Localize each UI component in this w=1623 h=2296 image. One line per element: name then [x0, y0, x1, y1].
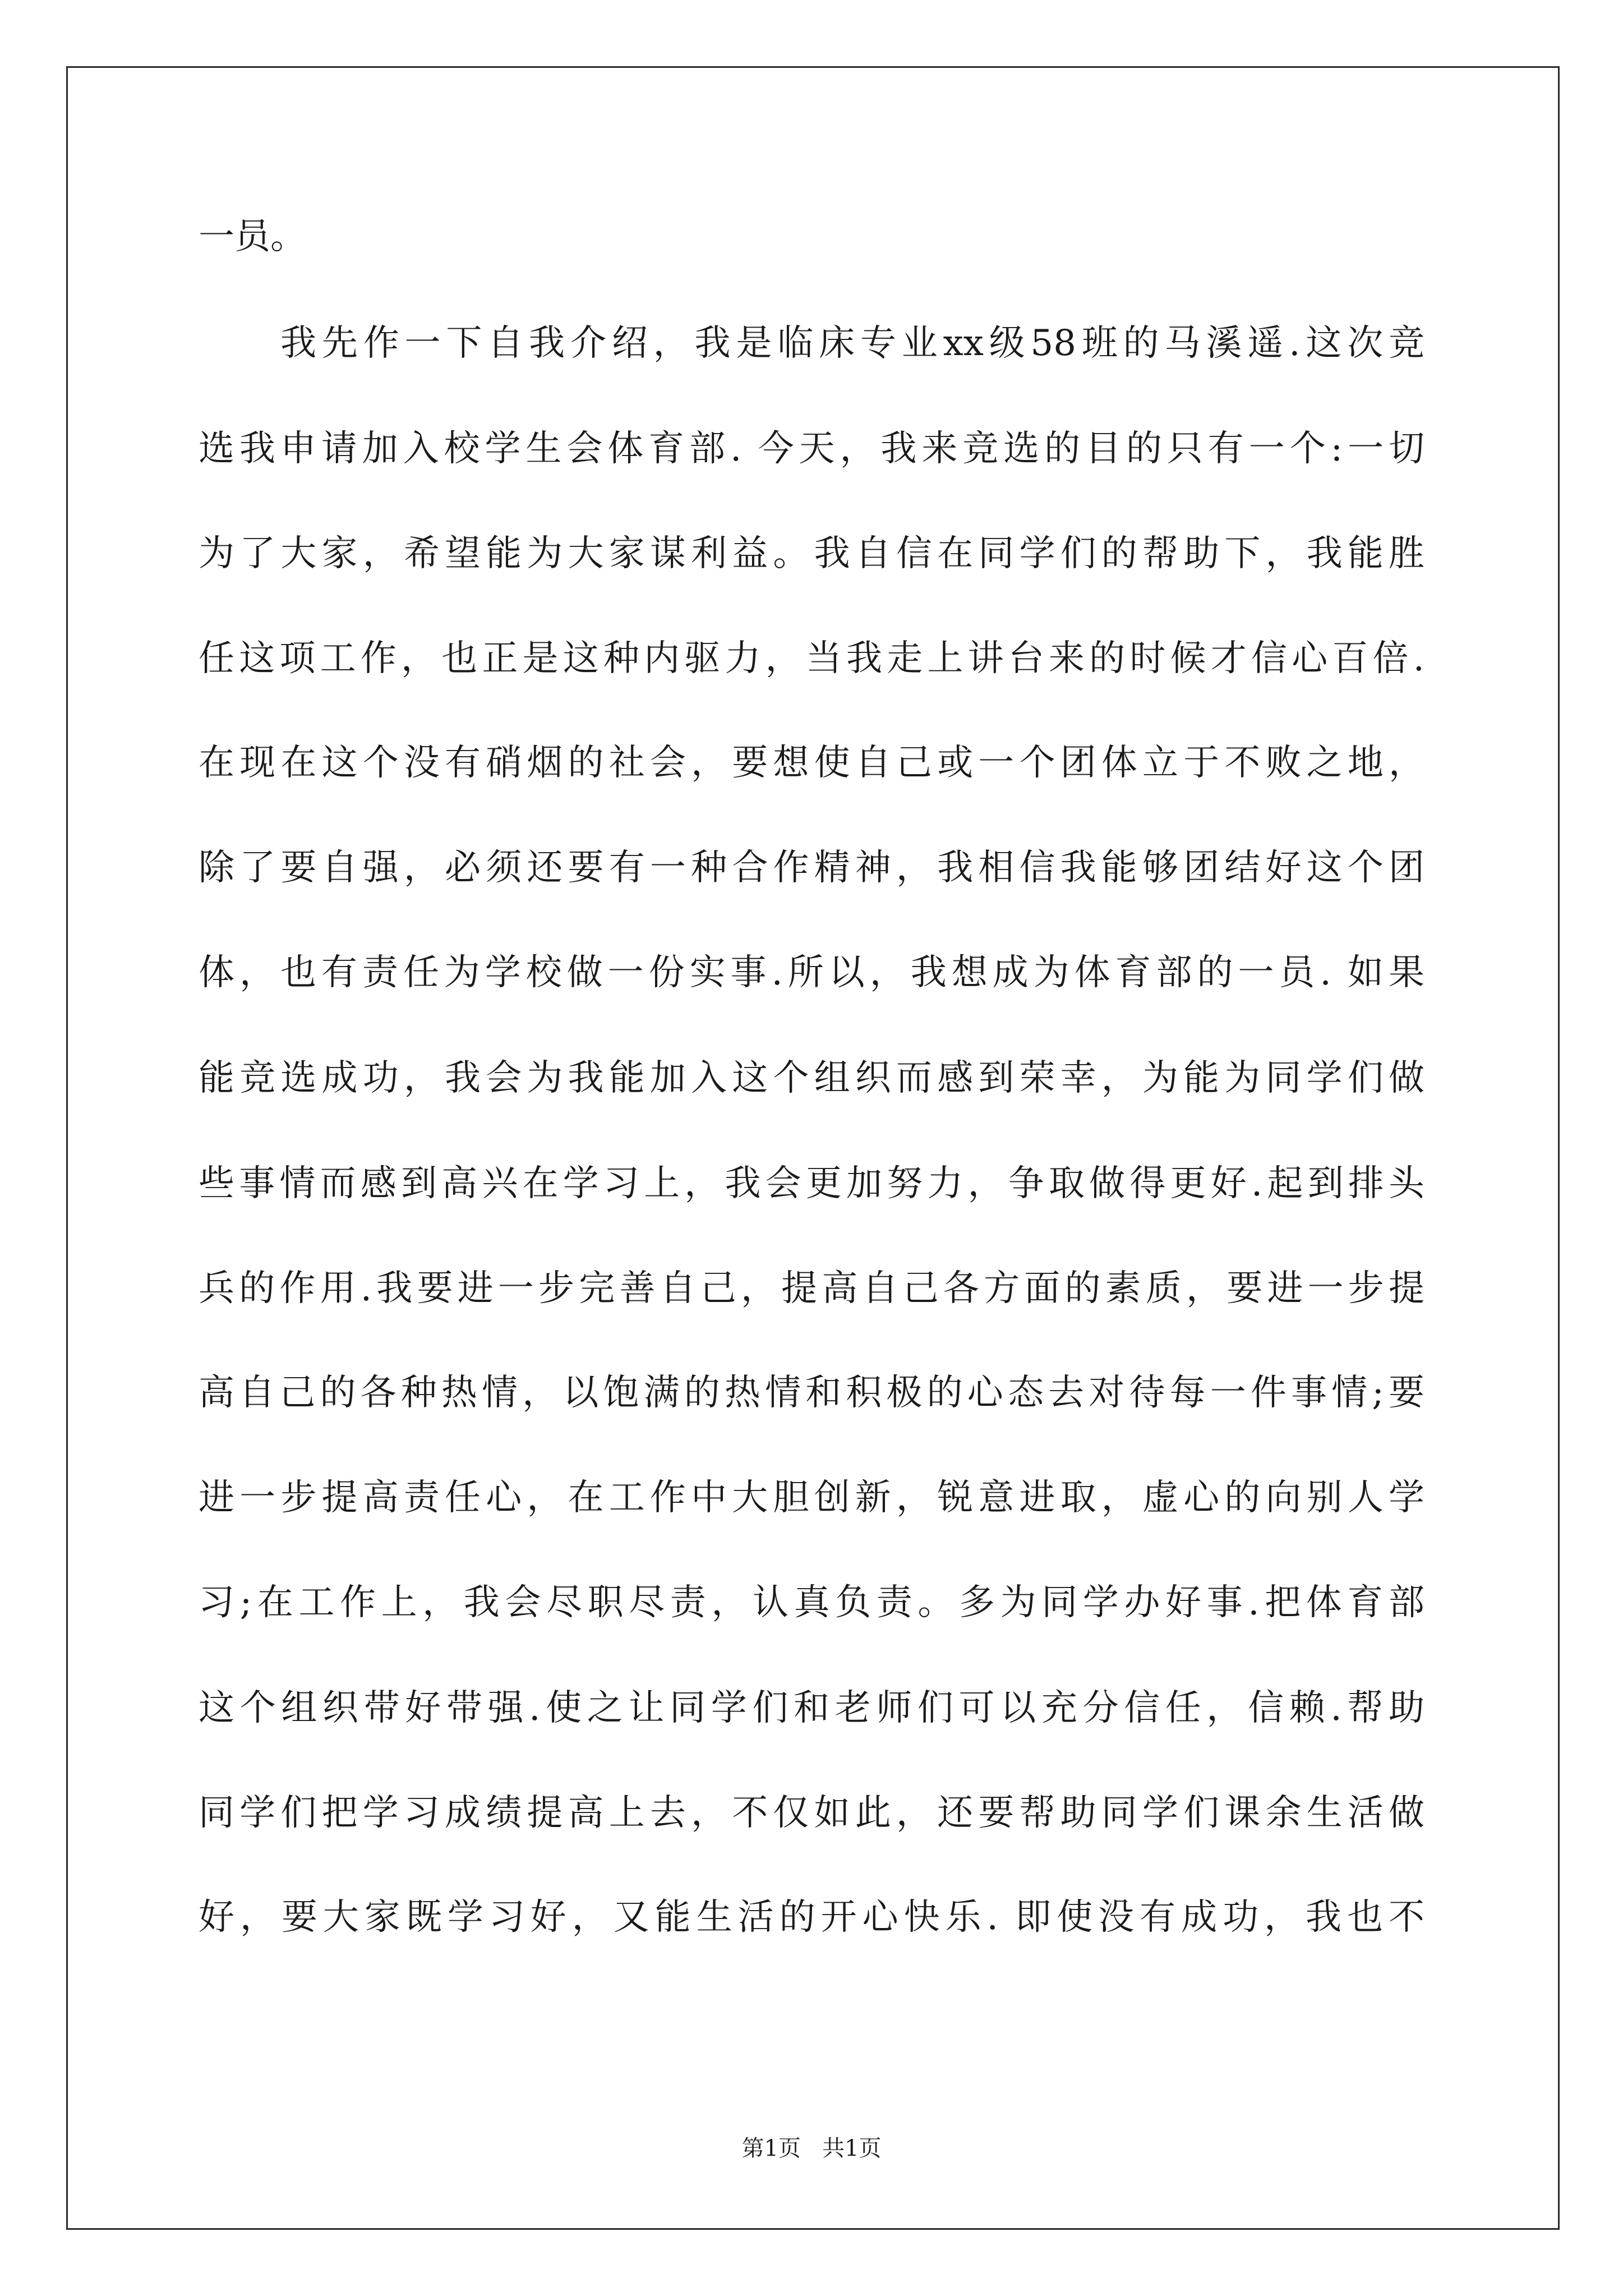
text-line-11: 兵的作用.我要进一步完善自己，提高自己各方面的素质，要进一步提 — [199, 1268, 1424, 1309]
text-line-4: 为了大家，希望能为大家谋利益。我自信在同学们的帮助下，我能胜 — [199, 533, 1424, 574]
page-number-footer: 第1页 共1页 — [741, 2136, 882, 2161]
text-line-7: 除了要自强，必须还要有一种合作精神，我相信我能够团结好这个团 — [199, 847, 1424, 889]
text-line-9: 能竞选成功，我会为我能加入这个组织而感到荣幸，为能为同学们做 — [199, 1057, 1424, 1099]
text-line-17: 好，要大家既学习好，又能生活的开心快乐. 即使没有成功，我也不 — [199, 1897, 1424, 1938]
text-line-16: 同学们把学习成绩提高上去，不仅如此，还要帮助同学们课余生活做 — [199, 1792, 1424, 1834]
text-line-12: 高自己的各种热情，以饱满的热情和积极的心态去对待每一件事情;要 — [199, 1372, 1424, 1414]
text-line-6: 在现在这个没有硝烟的社会，要想使自己或一个团体立于不败之地， — [199, 742, 1424, 784]
text-line-8: 体，也有责任为学校做一份实事.所以，我想成为体育部的一员. 如果 — [199, 952, 1424, 993]
text-line-14: 习;在工作上，我会尽职尽责，认真负责。多为同学办好事.把体育部 — [199, 1582, 1424, 1623]
text-line-3: 选我申请加入校学生会体育部. 今天，我来竞选的目的只有一个:一切 — [199, 428, 1424, 470]
text-line-15: 这个组织带好带强.使之让同学们和老师们可以充分信任，信赖.帮助 — [199, 1687, 1424, 1729]
text-line-10: 些事情而感到高兴在学习上，我会更加努力，争取做得更好.起到排头 — [199, 1163, 1424, 1204]
text-line-1: 一员。 — [199, 216, 306, 257]
text-line-2: 我先作一下自我介绍，我是临床专业xx级58班的马溪遥.这次竞 — [280, 323, 1424, 364]
text-line-5: 任这项工作，也正是这种内驱力，当我走上讲台来的时候才信心百倍. — [199, 638, 1424, 679]
text-line-13: 进一步提高责任心，在工作中大胆创新，锐意进取，虚心的向别人学 — [199, 1477, 1424, 1519]
